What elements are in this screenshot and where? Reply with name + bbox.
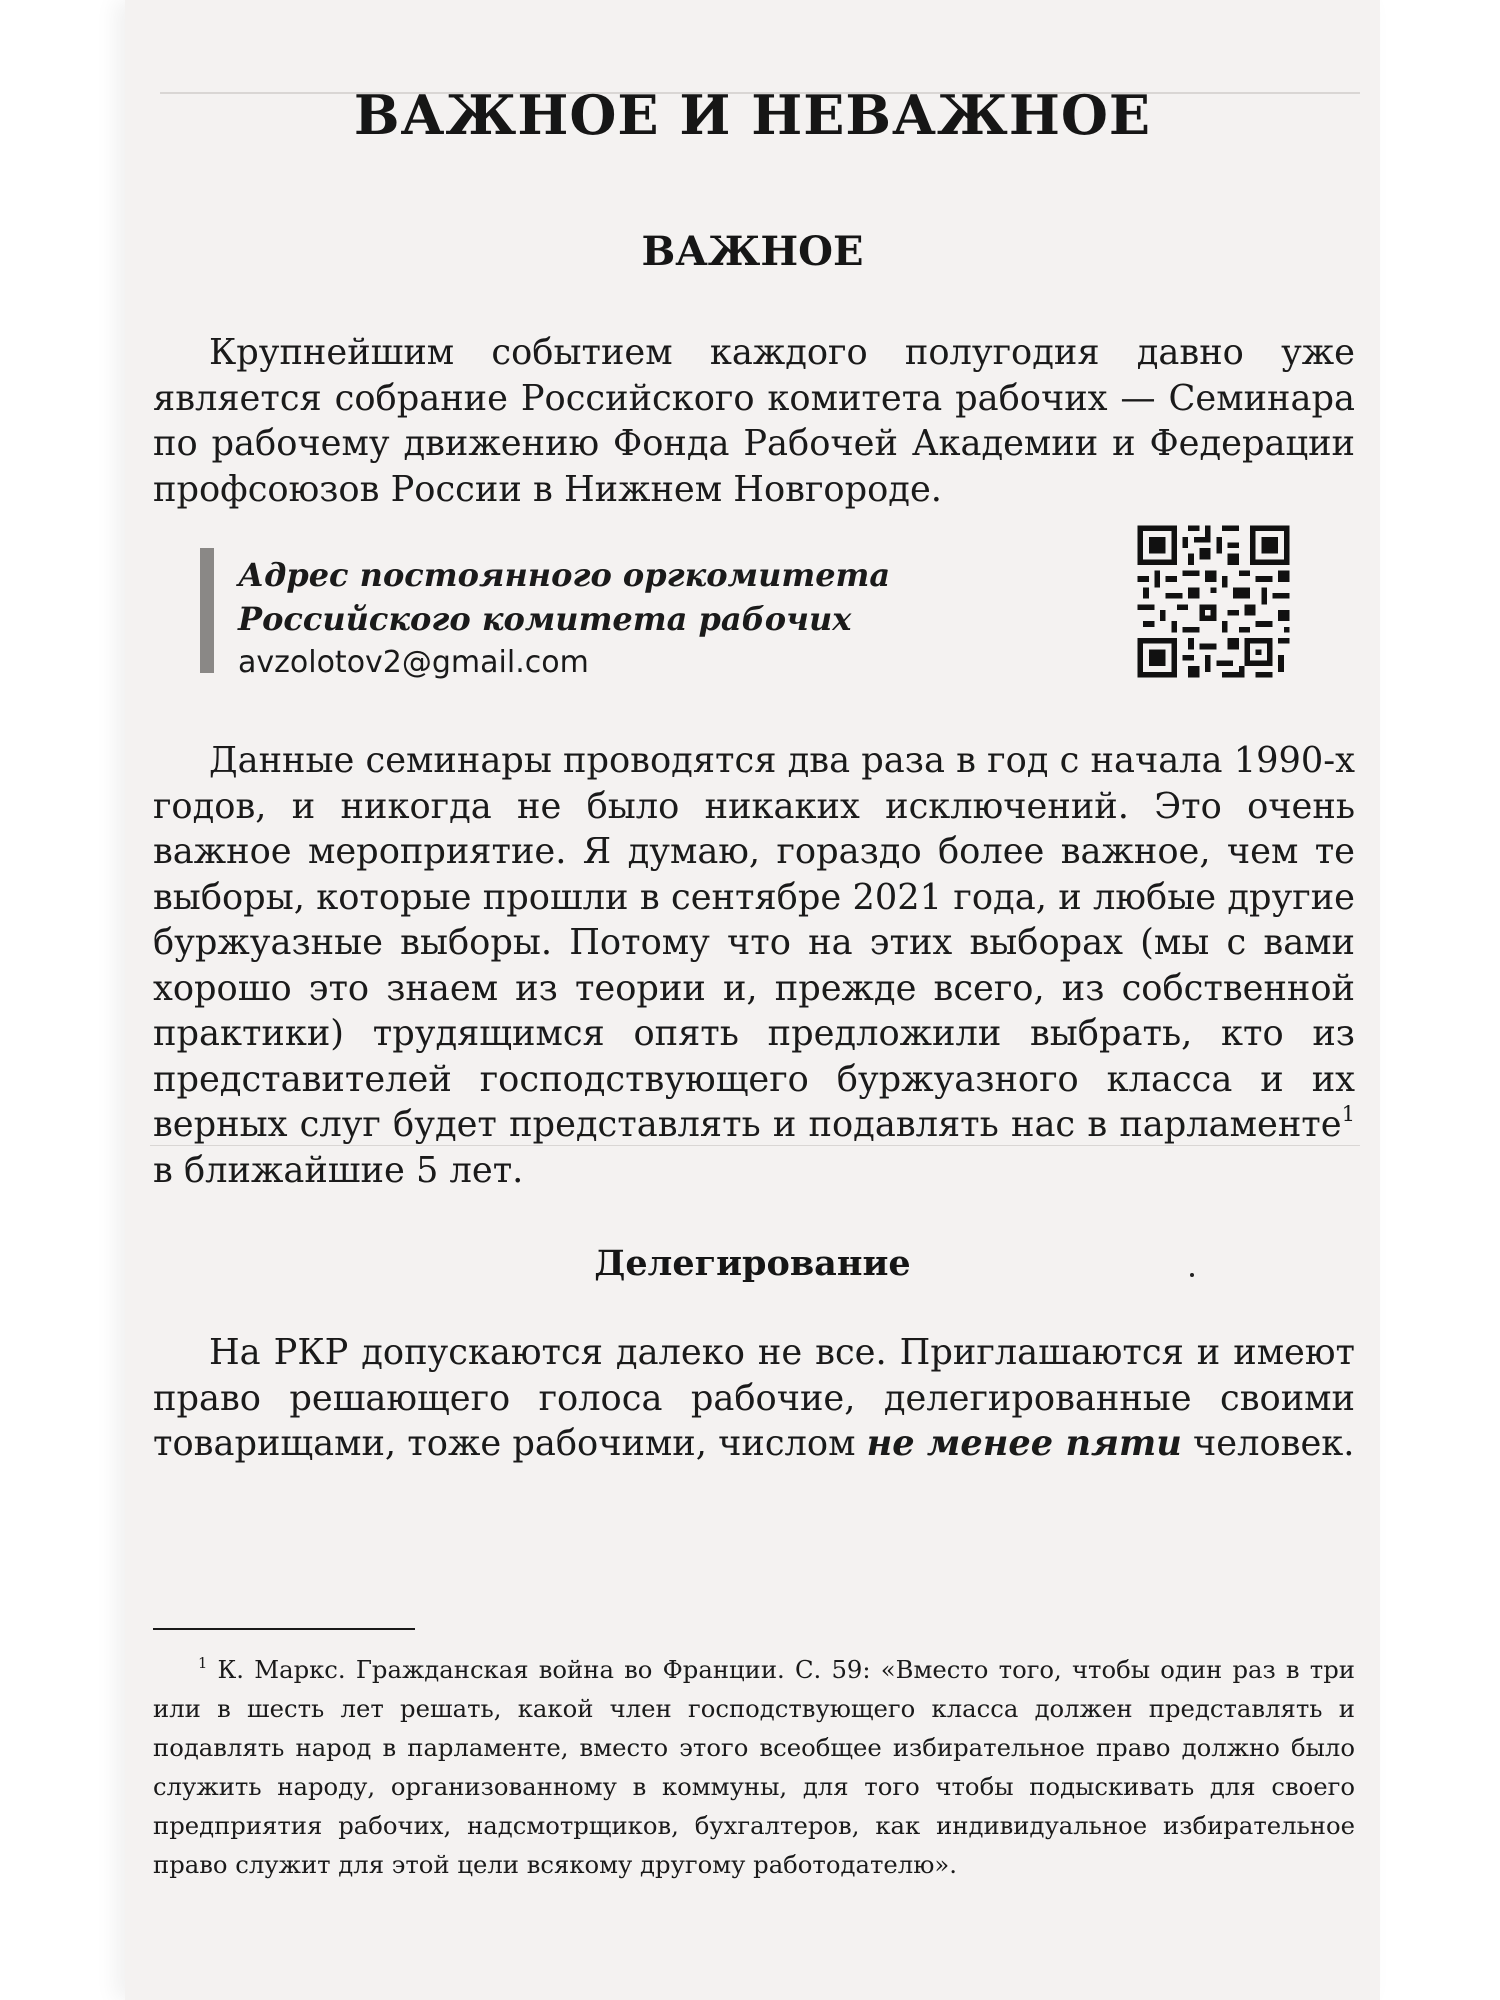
section-heading: ВАЖНОЕ bbox=[641, 228, 864, 275]
paragraph-delegation bbox=[153, 1330, 1355, 1467]
orgcommittee-callout bbox=[238, 553, 890, 685]
paragraph-seminars-text: Данные семинары проводятся два раза в год с начала 1990-х годов, и никогда не было никаких исключений. Это очень важное мероприятие. Я думаю, гораздо более важное, чем те выборы, которые прошли в сентябре 2021 года, и любые другие буржуазные выборы. Потому что на этих выборах (мы с вами хорошо это знаем из теории и, прежде всего, из собственной практики) трудящимся опять предложили выбрать, кто из представителей господствующего буржуазного класса и их верных слуг будет представлять и подавлять нас в парламенте bbox=[153, 740, 1355, 1145]
emphasis-text: не менее пяти bbox=[866, 1423, 1182, 1464]
callout-email: avzolotov2@gmail.com bbox=[238, 645, 589, 680]
paragraph-delegation-tail: человек. bbox=[1181, 1423, 1355, 1464]
paragraph-intro bbox=[153, 330, 1355, 512]
print-speck bbox=[1190, 1273, 1194, 1277]
page-title: ВАЖНОЕ И НЕВАЖНОЕ bbox=[353, 83, 1152, 147]
callout-line-2: Российского комитета рабочих bbox=[238, 600, 852, 638]
paragraph-seminars bbox=[153, 738, 1355, 1193]
footnote-reference[interactable]: 1 bbox=[1341, 1101, 1355, 1127]
footnote-rule bbox=[153, 1628, 415, 1630]
paragraph-intro-text: Крупнейшим событием каждого полугодия давно уже является собрание Российского комитета рабочих — Семинара по рабочему движению Фонда Рабочей Академии и Федерации профсоюзов России в Нижнем Новгороде. bbox=[153, 332, 1355, 510]
callout-line-1: Адрес постоянного оргкомитета bbox=[238, 556, 891, 594]
paragraph-seminars-tail: в ближайшие 5 лет. bbox=[153, 1149, 524, 1191]
footnote-mark: 1 bbox=[198, 1654, 208, 1672]
qr-code-icon bbox=[1132, 520, 1295, 683]
footnote bbox=[153, 1650, 1355, 1884]
callout-bar bbox=[200, 548, 214, 673]
subheading-delegation: Делегирование bbox=[594, 1243, 911, 1284]
footnote-text: К. Маркс. Гражданская война во Франции. С. 59: «Вместо того, чтобы один раз в три или в шесть лет решать, какой член господствующего класса должен представлять и подавлять народ в парламенте, вместо этого всеобщее избирательное право должно было служить народу, организованному в коммуны, для того чтобы подыскивать для своего предприятия рабочих, надсмотрщиков, бухгалтеров, как индивидуальное избирательное право служит для этой цели всякому другому работодателю». bbox=[153, 1655, 1355, 1879]
paragraph-delegation-text: На РКР допускаются далеко не все. Приглашаются и имеют право решающего голоса рабочие, делегированные своими товарищами, тоже рабочими, числом bbox=[153, 1332, 1355, 1464]
